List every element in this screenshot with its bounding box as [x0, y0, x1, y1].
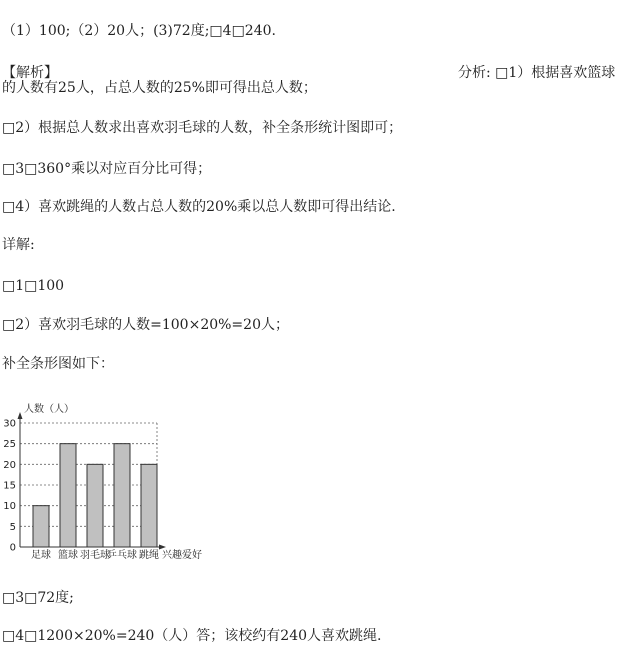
analysis-line-1: 的人数有25人，占总人数的25%即可得出总人数； — [2, 80, 317, 96]
bar — [60, 444, 76, 547]
step-4: □4□1200×20%=240（人）答；该校约有240人喜欢跳绳. — [2, 628, 382, 644]
step-3: □3□72度; — [2, 590, 74, 606]
category-label: 足球 — [31, 550, 51, 561]
y-tick-label: 15 — [3, 480, 16, 492]
analysis-header: 【解析】 — [2, 65, 58, 81]
y-axis-arrow — [18, 412, 23, 419]
category-label: 跳绳 — [139, 550, 159, 561]
x-axis-arrow — [159, 545, 166, 550]
bar — [114, 444, 130, 547]
y-tick-label: 0 — [9, 542, 16, 554]
chart-y-ticks — [3, 419, 16, 554]
category-label: 篮球 — [58, 550, 78, 561]
analysis-line-3: □3□360°乘以对应百分比可得； — [2, 161, 212, 177]
chart-categories — [31, 548, 159, 561]
x-axis-label: 兴趣爱好 — [162, 550, 202, 561]
analysis-right-text: 分析: □1）根据喜欢篮球 — [458, 65, 616, 81]
y-axis-label: 人数（人） — [24, 404, 74, 415]
bar — [141, 464, 157, 547]
analysis-line-4: □4）喜欢跳绳的人数占总人数的20%乘以总人数即可得出结论. — [2, 199, 396, 215]
y-tick-label: 10 — [3, 501, 16, 513]
chart-bars — [33, 444, 157, 547]
y-tick-label: 30 — [3, 418, 16, 430]
category-label: 乒乓球 — [107, 550, 137, 561]
category-label: 羽毛球 — [80, 550, 110, 561]
detail-header: 详解: — [2, 237, 35, 253]
y-tick-label: 25 — [3, 439, 16, 451]
analysis-line-2: □2）根据总人数求出喜欢羽毛球的人数，补全条形统计图即可； — [2, 120, 403, 136]
bar-chart — [0, 396, 240, 566]
step-2: □2）喜欢羽毛球的人数=100×20%=20人； — [2, 317, 289, 333]
y-tick-label: 5 — [9, 521, 16, 533]
answer-line: （1）100;（2）20人；(3)72度;□4□240. — [2, 23, 276, 39]
step-1: □1□100 — [2, 278, 65, 294]
bar — [87, 464, 103, 547]
step-2-chart-intro: 补全条形图如下： — [2, 356, 114, 372]
bar — [33, 506, 49, 547]
y-tick-label: 20 — [3, 459, 16, 471]
